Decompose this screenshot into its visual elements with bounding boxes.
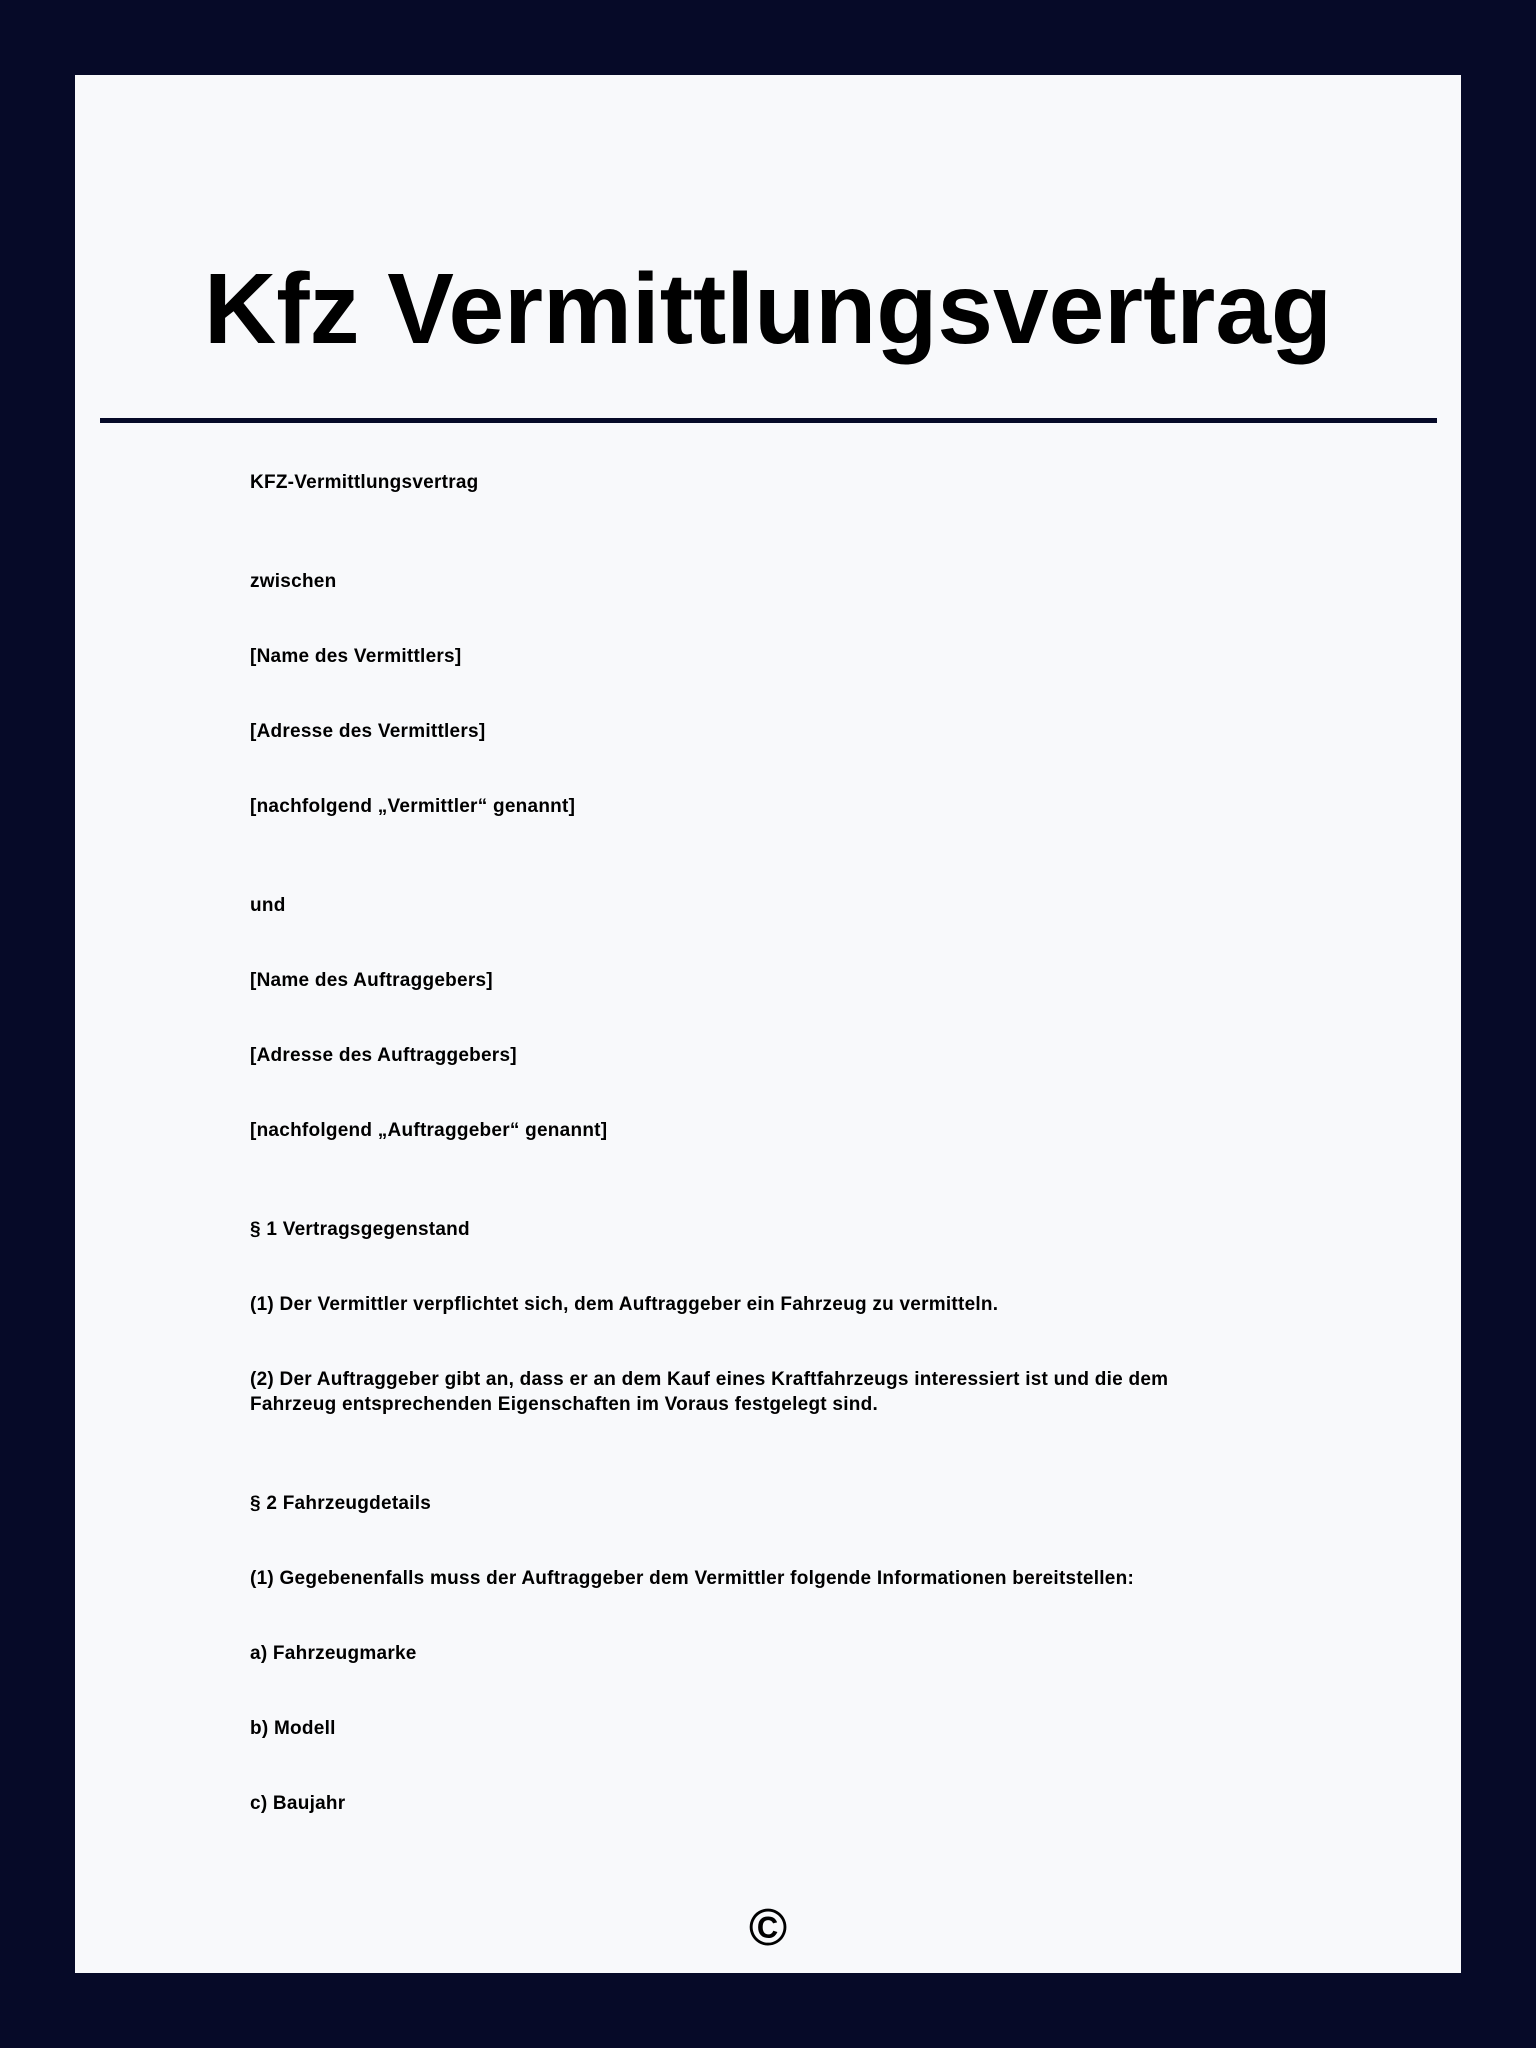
agent-address-placeholder: [Adresse des Vermittlers]	[250, 721, 486, 742]
client-designation: [nachfolgend „Auftraggeber“ genannt]	[250, 1120, 608, 1141]
document-page	[75, 75, 1461, 1973]
copyright-icon: ©	[748, 1899, 788, 1957]
contract-body	[250, 470, 1250, 1866]
section-1-heading: § 1 Vertragsgegenstand	[250, 1219, 470, 1240]
section-1-paragraph-1: (1) Der Vermittler verpflichtet sich, dem Auftraggeber ein Fahrzeug zu vermitteln.	[250, 1294, 999, 1315]
client-address-placeholder: [Adresse des Auftraggebers]	[250, 1045, 517, 1066]
list-item-year: c) Baujahr	[250, 1793, 346, 1814]
title-divider	[100, 418, 1437, 423]
between-label: zwischen	[250, 571, 337, 592]
client-name-placeholder: [Name des Auftraggebers]	[250, 970, 493, 991]
contract-heading: KFZ-Vermittlungsvertrag	[250, 472, 479, 493]
section-2-heading: § 2 Fahrzeugdetails	[250, 1493, 432, 1514]
list-item-brand: a) Fahrzeugmarke	[250, 1643, 417, 1664]
section-2-paragraph-1: (1) Gegebenenfalls muss der Auftraggeber dem Vermittler folgende Informationen bereitstellen:	[250, 1568, 1135, 1589]
and-label: und	[250, 895, 286, 916]
agent-name-placeholder: [Name des Vermittlers]	[250, 646, 462, 667]
agent-designation: [nachfolgend „Vermittler“ genannt]	[250, 796, 576, 817]
section-1-paragraph-2: (2) Der Auftraggeber gibt an, dass er an dem Kauf eines Kraftfahrzeugs interessiert ist und die dem Fahrzeug entsprechenden Eigenschaften im Voraus festgelegt sind.	[250, 1369, 1169, 1415]
page-title: Kfz Vermittlungsvertrag	[203, 253, 1333, 365]
list-item-model: b) Modell	[250, 1718, 336, 1739]
